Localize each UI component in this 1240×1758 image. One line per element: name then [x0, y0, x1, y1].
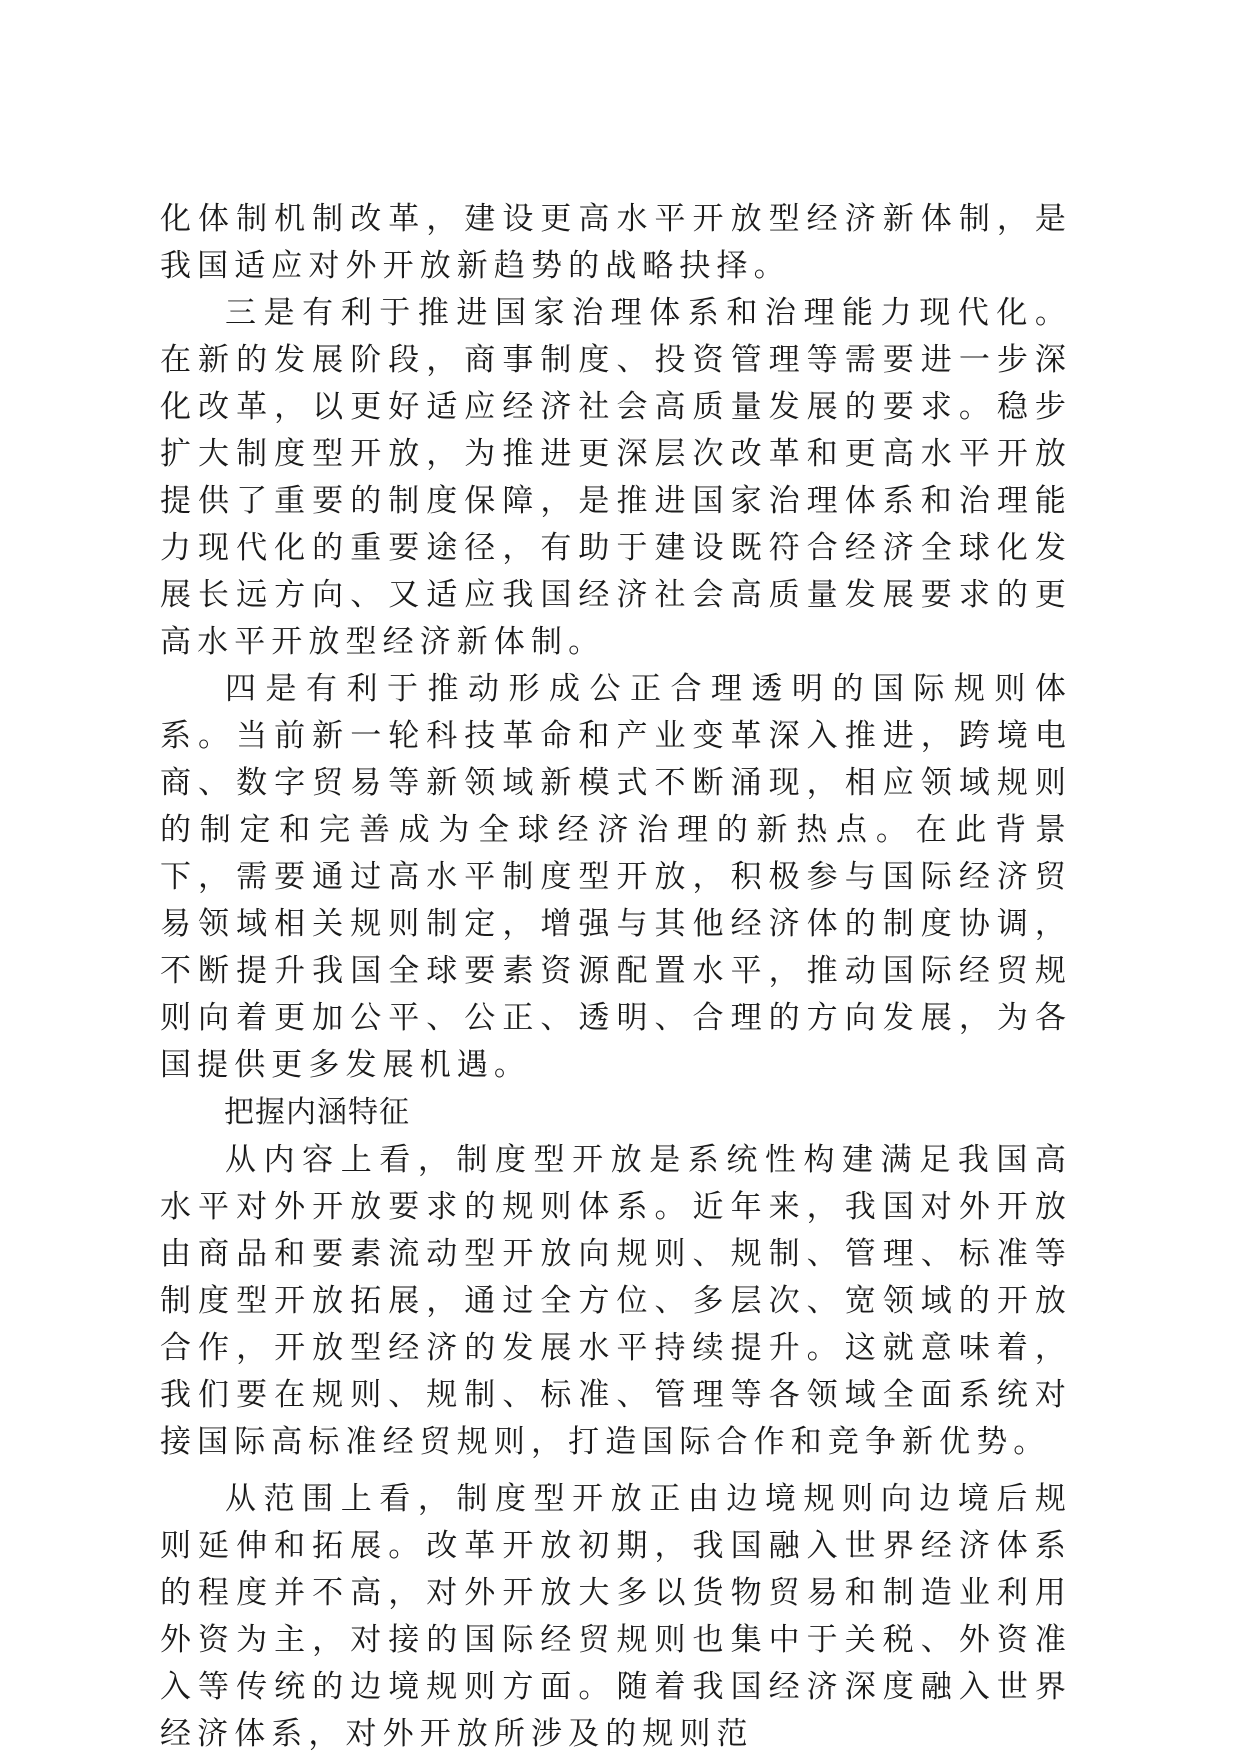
- paragraph-content-aspect: 从内容上看，制度型开放是系统性构建满足我国高水平对外开放要求的规则体系。近年来，我国对外开放由商品和要素流动型开放向规则、规制、管理、标准等制度型开放拓展，通过全方位、多层次、宽领域的开放合作，开放型经济的发展水平持续提升。这就意味着，我们要在规则、规制、标准、管理等各领域全面系统对接国际高标准经贸规则，打造国际合作和竞争新优势。: [160, 1142, 1072, 1460]
- section-heading: 把握内涵特征: [224, 1095, 410, 1130]
- paragraph-point-three: 三是有利于推进国家治理体系和治理能力现代化。在新的发展阶段，商事制度、投资管理等需要进一步深化改革，以更好适应经济社会高质量发展的要求。稳步扩大制度型开放，为推进更深层次改革和更高水平开放提供了重要的制度保障，是推进国家治理体系和治理能力现代化的重要途径，有助于建设既符合经济全球化发展长远方向、又适应我国经济社会高质量发展要求的更高水平开放型经济新体制。: [160, 295, 1072, 660]
- paragraph-scope-aspect: 从范围上看，制度型开放正由边境规则向边境后规则延伸和拓展。改革开放初期，我国融入世界经济体系的程度并不高，对外开放大多以货物贸易和制造业利用外资为主，对接的国际经贸规则也集中于关税、外资准入等传统的边境规则方面。随着我国经济深度融入世界经济体系，对外开放所涉及的规则范: [160, 1481, 1072, 1752]
- document-page: [160, 196, 1072, 1758]
- paragraph-continuation: 化体制机制改革，建设更高水平开放型经济新体制，是我国适应对外开放新趋势的战略抉择。: [160, 201, 1072, 284]
- paragraph-point-four: 四是有利于推动形成公正合理透明的国际规则体系。当前新一轮科技革命和产业变革深入推进，跨境电商、数字贸易等新领域新模式不断涌现，相应领域规则的制定和完善成为全球经济治理的新热点。在此背景下，需要通过高水平制度型开放，积极参与国际经济贸易领域相关规则制定，增强与其他经济体的制度协调，不断提升我国全球要素资源配置水平，推动国际经贸规则向着更加公平、公正、透明、合理的方向发展，为各国提供更多发展机遇。: [160, 671, 1072, 1083]
